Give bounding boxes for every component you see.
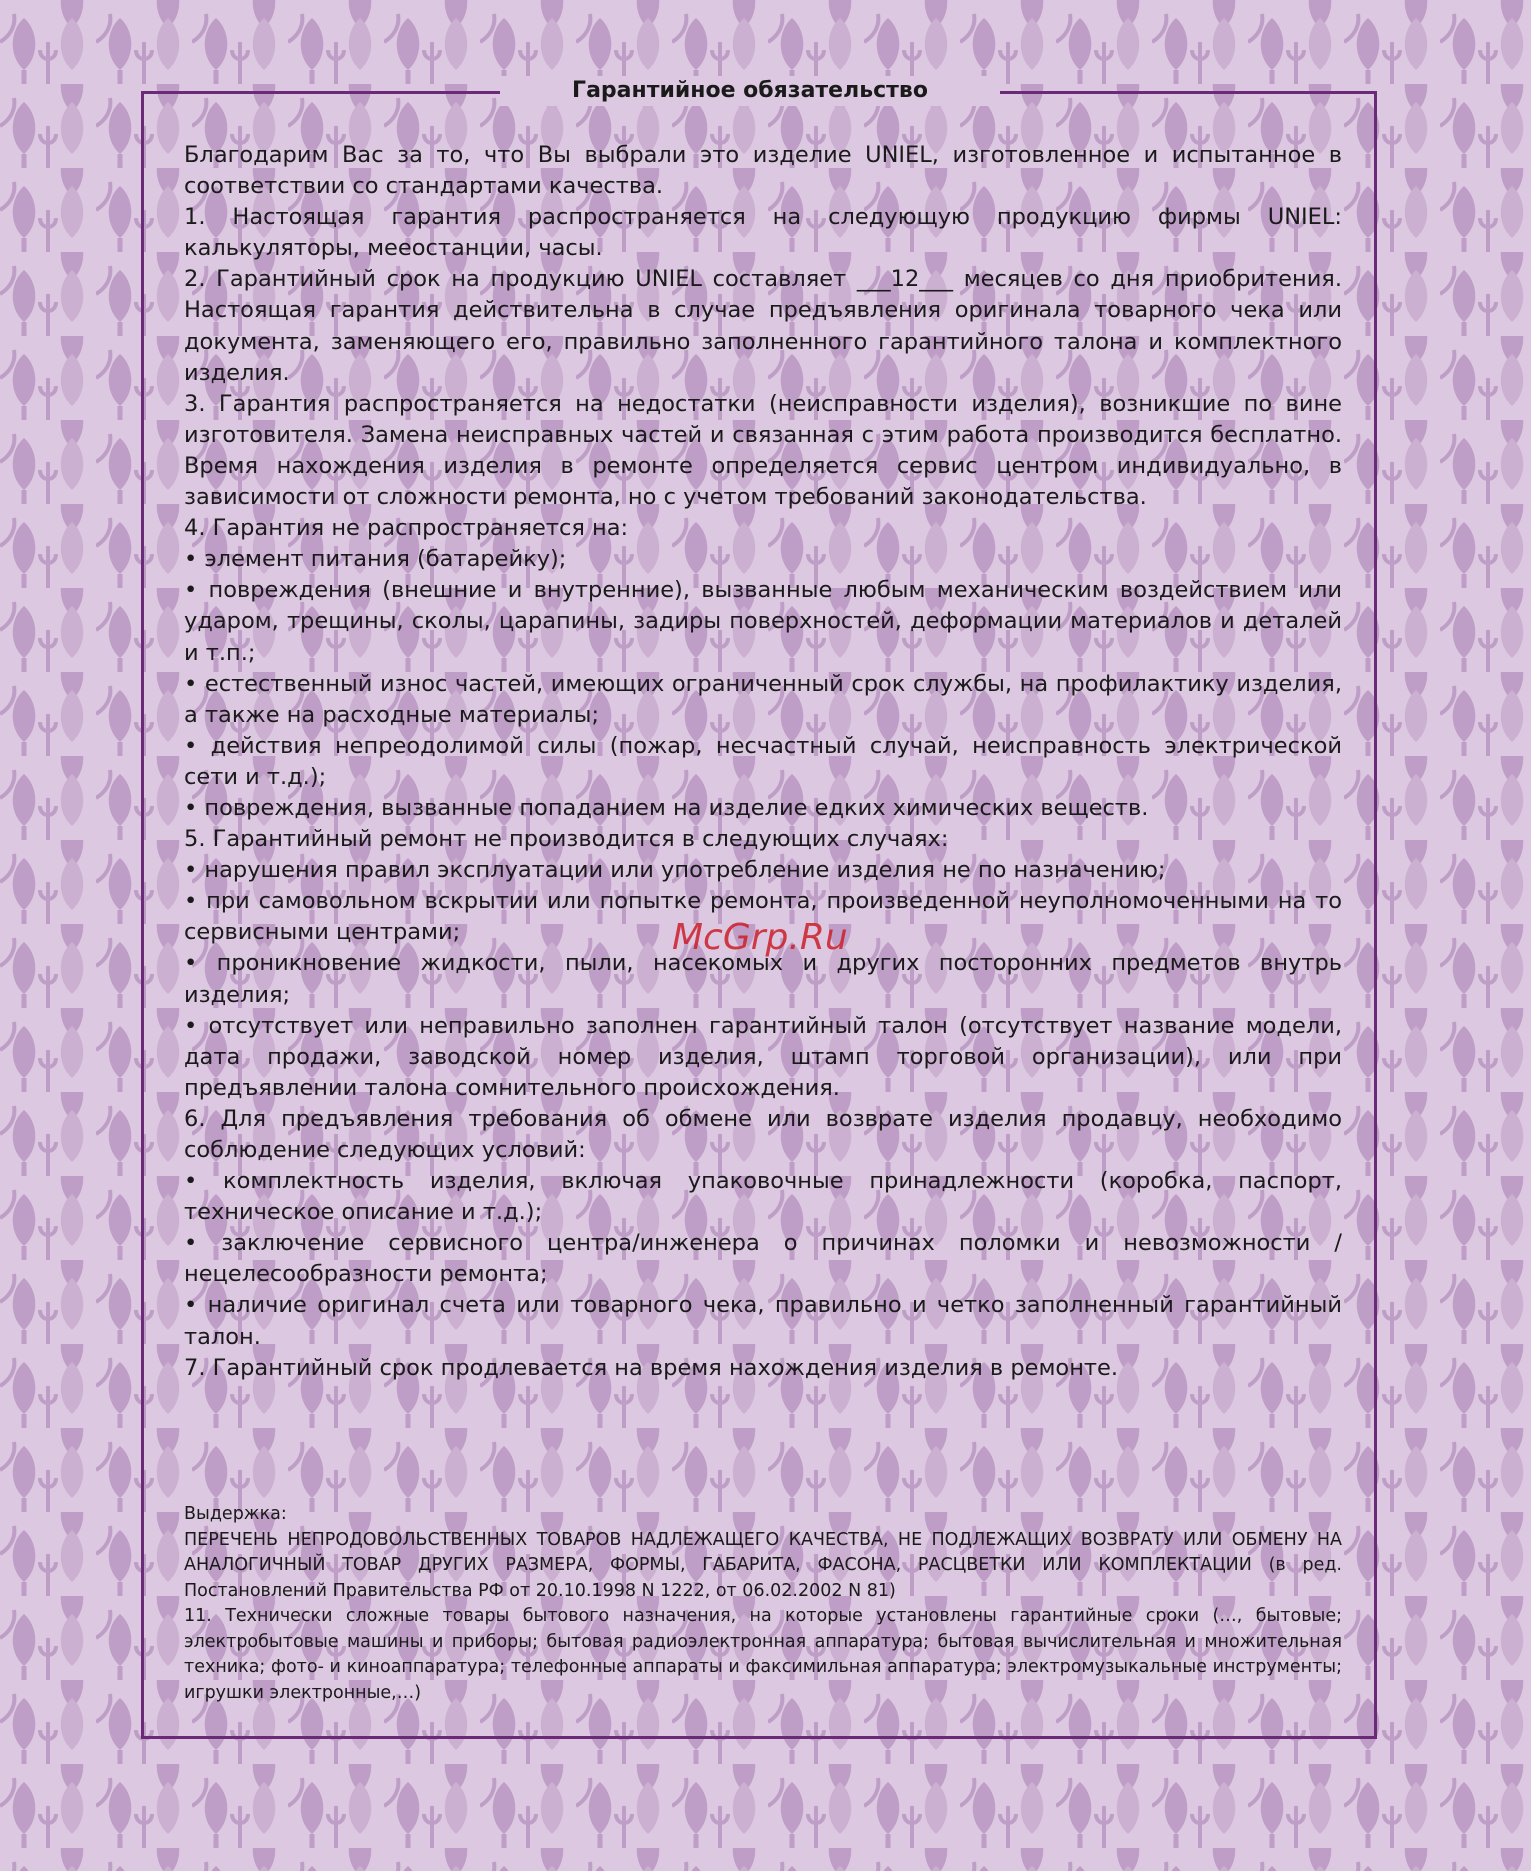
- warranty-text: [184, 140, 1342, 1384]
- clause-5-item: • при самовольном вскрытии или попытке ремонта, произведенной неуполномоченными на то сервисными центрами;: [184, 888, 1342, 946]
- clause-5: 5. Гарантийный ремонт не производится в следующих случаях:: [184, 826, 949, 853]
- clause-3: 3. Гарантия распространяется на недостатки (неисправности изделия), возникшие по вине изготовителя. Замена неисправных частей и связанная с этим работа производится бесплатно. Время нахождения изделия в ремонте определяется сервис центром индивидуально, в зависимости от сложности ремонта, но с учетом требований законодательства.: [184, 390, 1342, 511]
- clause-1: 1. Настоящая гарантия распространяется на следующую продукцию фирмы UNIEL: калькуляторы, мееостанции, часы.: [184, 204, 1342, 262]
- excerpt-label: Выдержка:: [184, 1504, 287, 1524]
- clause-6-item: • комплектность изделия, включая упаковочные принадлежности (коробка, паспорт, техническое описание и т.д.);: [184, 1168, 1342, 1226]
- clause-4-item: • действия непреодолимой силы (пожар, несчастный случай, неисправность электрической сети и т.д.);: [184, 732, 1342, 790]
- clause-6-item: • наличие оригинал счета или товарного чека, правильно и четко заполненный гарантийный талон.: [184, 1292, 1342, 1350]
- clause-6-item: • заключение сервисного центра/инженера о причинах поломки и невозможности / нецелесообразности ремонта;: [184, 1230, 1342, 1288]
- clause-4-item: • повреждения (внешние и внутренние), вызванные любым механическим воздействием или ударом, трещины, сколы, царапины, задиры поверхностей, деформации материалов и деталей и т.п.;: [184, 577, 1342, 666]
- legal-excerpt: [184, 1502, 1342, 1706]
- clause-5-item: • отсутствует или неправильно заполнен гарантийный талон (отсутствует название модели, дата продажи, заводской номер изделия, штамп торговой организации), или при предъявлении талона сомнительного происхождения.: [184, 1012, 1342, 1101]
- intro-paragraph: Благодарим Вас за то, что Вы выбрали это изделие UNIEL, изготовленное и испытанное в соответствии со стандартами качества.: [184, 142, 1342, 200]
- clause-2: 2. Гарантийный срок на продукцию UNIEL составляет ___12___ месяцев со дня приобритения. Настоящая гарантия действительна в случае предъявления оригинала товарного чека или документа, заменяющего его, правильно заполненного гарантийного талона и комплектного изделия.: [184, 266, 1342, 386]
- clause-5-item: • нарушения правил эксплуатации или употребление изделия не по назначению;: [184, 857, 1166, 884]
- page-title: Гарантийное обязательство: [572, 78, 928, 103]
- clause-5-item: • проникновение жидкости, пыли, насекомых и других посторонних предметов внутрь изделия;: [184, 950, 1342, 1008]
- clause-4-item: • повреждения, вызванные попаданием на изделие едких химических веществ.: [184, 794, 1149, 821]
- excerpt-heading: ПЕРЕЧЕНЬ НЕПРОДОВОЛЬСТВЕННЫХ ТОВАРОВ НАДЛЕЖАЩЕГО КАЧЕСТВА, НЕ ПОДЛЕЖАЩИХ ВОЗВРАТУ ИЛИ ОБМЕНУ НА АНАЛОГИЧНЫЙ ТОВАР ДРУГИХ РАЗМЕРА, ФОРМЫ, ГАБАРИТА, ФАСОНА, РАСЦВЕТКИ ИЛИ КОМПЛЕКТАЦИИ (в ред. Постановлений Правительства РФ от 20.10.1998 N 1222, от 06.02.2002 N 81): [184, 1529, 1342, 1601]
- excerpt-item: 11. Технически сложные товары бытового назначения, на которые установлены гарантийные сроки (…, бытовые; электробытовые машины и приборы; бытовая радиоэлектронная аппаратура; бытовая вычислительная и множительная техника; фото- и киноаппаратура; телефонные аппараты и факсимильная аппаратура; электромузыкальные инструменты; игрушки электронные,…): [184, 1606, 1342, 1703]
- clause-4-item: • элемент питания (батарейку);: [184, 546, 567, 573]
- clause-7: 7. Гарантийный срок продлевается на время нахождения изделия в ремонте.: [184, 1354, 1119, 1381]
- watermark: McGrp.Ru: [672, 917, 848, 958]
- clause-6: 6. Для предъявления требования об обмене или возврате изделия продавцу, необходимо соблюдение следующих условий:: [184, 1105, 1342, 1163]
- clause-4: 4. Гарантия не распространяется на:: [184, 515, 629, 542]
- clause-4-item: • естественный износ частей, имеющих ограниченный срок службы, на профилактику изделия, а также на расходные материалы;: [184, 670, 1342, 728]
